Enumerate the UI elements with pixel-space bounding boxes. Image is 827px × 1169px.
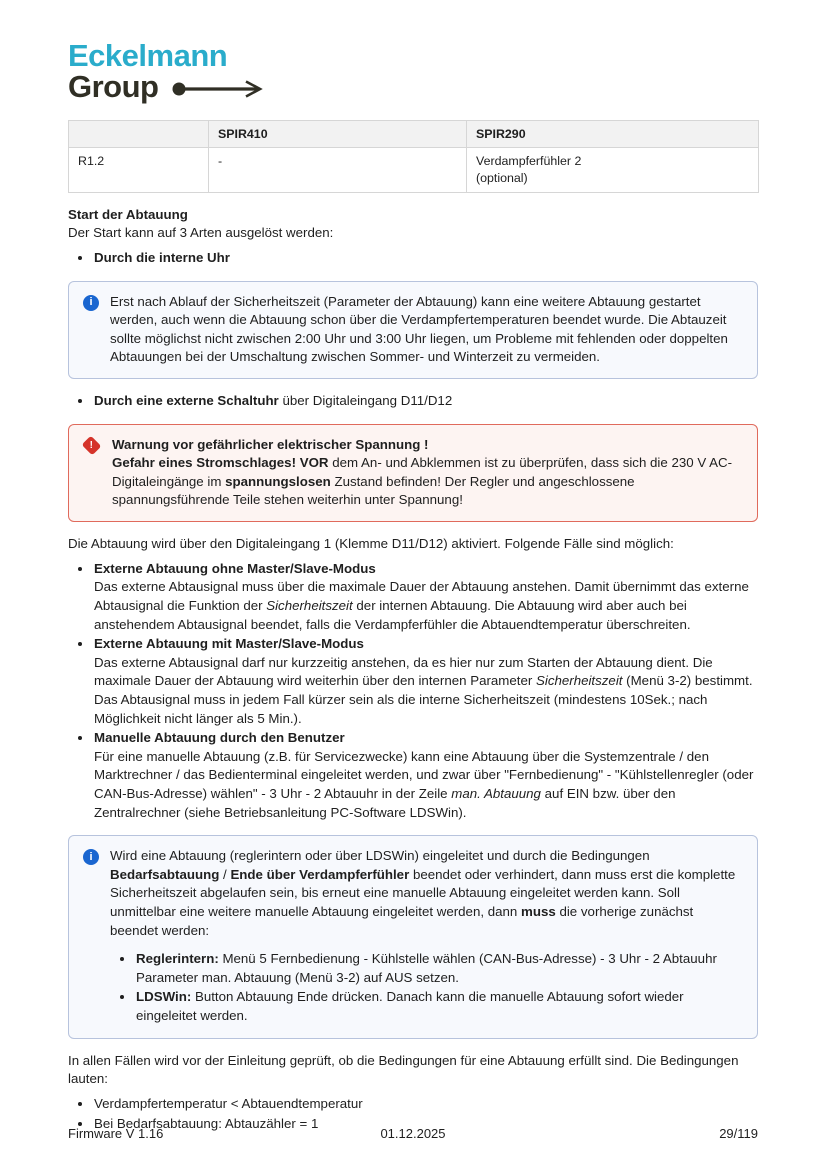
warning-text-2: Zustand befinden! Der Regler und angeschlossene spannungsführende Teile stehen weiterhin unter Spannung!: [112, 473, 635, 508]
table-cell-spir410: -: [209, 148, 467, 192]
case-italic-3: man. Abtauung: [451, 785, 541, 801]
case-text-3a: Für eine manuelle Abtauung (z.B. für Servicezwecke) kann eine Abtauung über die Systemzentrale / den Marktrechner / das Bedienterminal eingeleitet werden, und zwar über "Fernbedienung" - "Kühlstellenregler (oder CAN-Bus-Adresse) wählen" - 3 Uhr - 2 Abtauuhr in der Zeile: [94, 748, 754, 801]
warning-box-text: [112, 436, 743, 510]
table-header-spir410: SPIR410: [209, 120, 467, 148]
table-cell-spir290: [467, 148, 759, 192]
info-icon: i: [83, 295, 99, 311]
note2-bold-1: Bedarfsabtauung: [110, 866, 220, 882]
page-footer: [68, 1125, 758, 1143]
list-item-bold: Durch eine externe Schaltuhr: [94, 393, 279, 409]
table-header-row: [69, 120, 759, 148]
note2-text-1: Wird eine Abtauung (reglerintern oder über LDSWin) eingeleitet und durch die Bedingungen: [110, 848, 650, 864]
info-box-2-list: [110, 950, 743, 1025]
case-item-3: [93, 729, 758, 822]
section-heading: Start der Abtauung: [68, 206, 188, 222]
note2-item-2-bold: LDSWin:: [136, 989, 192, 1005]
table-cell-line1: Verdampferfühler 2: [476, 154, 582, 169]
logo-text-group: Group: [68, 69, 159, 104]
table-cell-relay: R1.2: [69, 148, 209, 192]
start-methods-list: [68, 249, 758, 268]
note2-text-2: /: [219, 866, 231, 882]
logo-text-eckelmann: Eckelmann: [68, 38, 228, 73]
case-italic-2: Sicherheitszeit: [536, 673, 623, 689]
logo-arrow-icon: [171, 78, 267, 100]
warning-title: Warnung vor gefährlicher elektrischer Spannung !: [112, 436, 429, 452]
warning-body: [112, 454, 743, 510]
info-box-text: Erst nach Ablauf der Sicherheitszeit (Parameter der Abtauung) kann eine weitere Abtauung gestartet werden, auch wenn die Abtauung schon über die Verdampfertemperaturen beendet wurde. Die Abtauzeit sollte möglichst nicht zwischen 2:00 Uhr und 3:00 Uhr liegen, um Probleme mit fehlenden oder doppelten Abtauungen bei der Umschaltung zwischen Sommer- und Winterzeit zu vermeiden.: [110, 293, 728, 365]
cases-lead: Die Abtauung wird über den Digitaleingang 1 (Klemme D11/D12) aktiviert. Folgende Fälle sind möglich:: [68, 536, 674, 552]
cases-list: [68, 560, 758, 823]
warning-bold-1: Gefahr eines Stromschlages! VOR: [112, 455, 329, 471]
company-logo: [68, 40, 758, 104]
case-title-3: Manuelle Abtauung durch den Benutzer: [94, 730, 345, 746]
list-item-rest: über Digitaleingang D11/D12: [278, 393, 453, 409]
table-header-empty: [69, 120, 209, 148]
comparison-table: [68, 120, 759, 193]
info-box-2-intro: [110, 847, 743, 940]
table-cell-line2: (optional): [476, 171, 528, 186]
case-item-2: [93, 635, 758, 728]
list-item-external-timer: [93, 392, 758, 411]
note2-item-1-rest: Menü 5 Fernbedienung - Kühlstelle wählen (CAN-Bus-Adresse) - 3 Uhr - 2 Abtauuhr Parameter man. Abtauung (Menü 3-2) auf AUS setzen.: [136, 951, 717, 985]
warning-text-1: dem An- und Abklemmen ist zu überprüfen, dass sich die 230 V AC-Digitaleingänge im: [112, 455, 733, 489]
note2-item-1-bold: Reglerintern:: [136, 951, 219, 967]
footer-page-number: 29/119: [719, 1125, 758, 1141]
info-icon: i: [83, 849, 99, 865]
info-box-manual-defrost: [68, 835, 758, 1038]
case-text-3b: auf EIN bzw. über den Zentralrechner (siehe Betriebsanleitung PC-Software LDSWin).: [94, 785, 676, 820]
footer-date: 01.12.2025: [380, 1125, 446, 1141]
list-item-internal-clock: • Durch die interne Uhr: [93, 249, 758, 268]
note2-bold-3: muss: [521, 904, 556, 920]
start-methods-list-2: [68, 392, 758, 411]
warning-bold-2: spannungslosen: [225, 473, 331, 489]
case-text-2a: Das externe Abtausignal darf nur kurzzeitig anstehen, da es hier nur zum Starten der Abtauung dient. Die maximale Dauer der Abtauung wird weiterhin über den internen Parameter: [94, 654, 713, 689]
info-box-2-text: [110, 847, 743, 1026]
case-italic-1: Sicherheitszeit: [266, 597, 353, 613]
case-title-1: Externe Abtauung ohne Master/Slave-Modus: [94, 560, 376, 576]
condition-item-1: • Verdampfertemperatur < Abtauendtemperatur: [93, 1095, 758, 1114]
warning-box-voltage: [68, 424, 758, 522]
note2-text-3: beendet oder verhindert, dann muss erst die komplette Sicherheitszeit abgelaufen sein, bis erneut eine manuelle Abtauung eingeleitet werden kann. Soll unmittelbar eine weitere manuelle Abtauung eingeleitet werden, dann: [110, 866, 736, 920]
case-item-1: [93, 560, 758, 634]
condition-item-2: • Bei Bedarfsabtauung: Abtauzähler = 1: [93, 1115, 758, 1134]
case-text-2b: (Menü 3-2) bestimmt. Das Abtausignal muss in jedem Fall kürzer sein als die interne Sicherheitszeit (mindestens 10Sek.; nach Möglichkeit nicht länger als 5 Min.).: [94, 673, 753, 726]
case-text-1b: der internen Abtauung. Die Abtauung wird aber auch bei anstehendem Abtausignal beendet, falls die Verdampferfühler die Abtauendtemperatur überschreiten.: [94, 597, 691, 632]
intro-lead: Der Start kann auf 3 Arten ausgelöst werden:: [68, 225, 334, 241]
case-title-2: Externe Abtauung mit Master/Slave-Modus: [94, 636, 364, 652]
note2-text-4: die vorherige zunächst beendet werden:: [110, 904, 694, 938]
note2-item-1: [135, 950, 743, 987]
note2-bold-2: Ende über Verdampferfühler: [230, 866, 410, 882]
conditions-lead: In allen Fällen wird vor der Einleitung geprüft, ob die Bedingungen für eine Abtauung erfüllt sind. Die Bedingungen lauten:: [68, 1052, 739, 1087]
note2-item-2: [135, 988, 743, 1025]
table-row: [69, 148, 759, 192]
table-header-spir290: SPIR290: [467, 120, 759, 148]
case-text-1a: Das externe Abtausignal muss über die maximale Dauer der Abtauung anstehen. Damit übernimmt das externe Abtausignal die Funktion der: [94, 579, 749, 613]
warning-icon: !: [82, 435, 102, 455]
footer-firmware-version: Firmware V 1.16: [68, 1125, 164, 1141]
note2-item-2-rest: Button Abtauung Ende drücken. Danach kann die manuelle Abtauung sofort wieder eingeleitet werden.: [136, 989, 684, 1024]
info-box-safety-time: [68, 281, 758, 379]
